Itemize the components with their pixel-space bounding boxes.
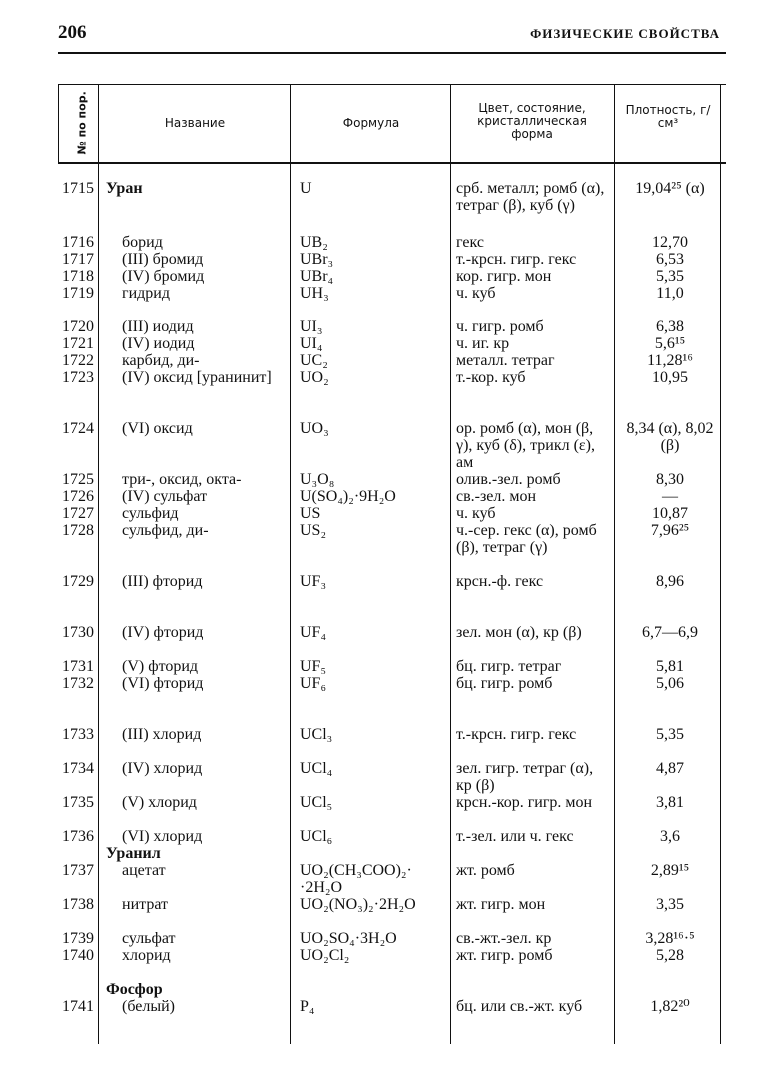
row-number: 1739	[62, 930, 94, 947]
row-density: 5,81	[656, 658, 684, 675]
row-name: (IV) иодид	[122, 335, 195, 352]
row-formula: UI₃	[300, 318, 323, 335]
row-density: 3,35	[656, 896, 684, 913]
row-density: 10,87	[652, 505, 688, 522]
row-number: 1717	[62, 251, 94, 268]
row-name: (IV) оксид [уранинит]	[122, 369, 272, 386]
header-number	[60, 91, 100, 156]
row-density: 19,04²⁵ (α)	[635, 180, 705, 197]
row-formula: UO₂Cl₂	[300, 947, 350, 964]
row-name: ацетат	[122, 862, 166, 879]
row-density: 8,30	[656, 471, 684, 488]
row-description: ч.-сер. гекс (α), ромб (β), тетраг (γ)	[456, 522, 597, 556]
row-description: ор. ромб (α), мон (β, γ), куб (δ), трикл (ε), ам	[456, 420, 595, 471]
row-description: зел. гигр. тетраг (α), кр (β)	[456, 760, 594, 794]
row-density: 5,6¹⁵	[654, 335, 686, 352]
row-number: 1737	[62, 862, 94, 879]
row-number: 1728	[62, 522, 94, 539]
row-name: (VI) оксид	[122, 420, 193, 437]
row-name: (VI) фторид	[122, 675, 204, 692]
row-formula: U(SO₄)₂·9H₂O	[300, 488, 396, 505]
row-density: 3,81	[656, 794, 684, 811]
row-name: (III) бромид	[122, 251, 204, 268]
row-name: карбид, ди-	[122, 352, 200, 369]
row-name: гидрид	[122, 285, 170, 302]
row-name: Уранил	[106, 845, 161, 862]
header-formula: Формула	[342, 116, 400, 130]
row-formula: US	[300, 505, 321, 522]
row-formula: UO₂	[300, 369, 329, 386]
row-formula: ·2H₂O	[300, 879, 343, 896]
row-formula: UCl₄	[300, 760, 333, 777]
row-description: жт. ромб	[456, 862, 515, 879]
row-formula: UB₂	[300, 234, 328, 251]
row-density: 5,28	[656, 947, 684, 964]
row-number: 1735	[62, 794, 94, 811]
row-name: сульфид	[122, 505, 179, 522]
row-number: 1731	[62, 658, 94, 675]
row-number: 1725	[62, 471, 94, 488]
row-formula: UCl₅	[300, 794, 333, 811]
row-description: крсн.-ф. гекс	[456, 573, 544, 590]
column-line-5	[720, 84, 721, 1044]
row-number: 1716	[62, 234, 94, 251]
row-density: 12,70	[652, 234, 688, 251]
row-description: олив.-зел. ромб	[456, 471, 561, 488]
row-density: 8,96	[656, 573, 684, 590]
row-formula: UF₆	[300, 675, 327, 692]
row-density: 10,95	[652, 369, 688, 386]
row-formula: UCl₆	[300, 828, 333, 845]
header-name: Название	[164, 116, 226, 130]
row-density: 8,34 (α), 8,02 (β)	[626, 420, 714, 454]
row-number: 1720	[62, 318, 94, 335]
row-formula: UCl₃	[300, 726, 333, 743]
row-description: ч. куб	[456, 505, 496, 522]
row-number: 1738	[62, 896, 94, 913]
row-name: (IV) хлорид	[122, 760, 203, 777]
row-description: гекс	[456, 234, 484, 251]
row-formula: U₃O₈	[300, 471, 335, 488]
row-name: (III) хлорид	[122, 726, 202, 743]
row-description: ч. гигр. ромб	[456, 318, 544, 335]
row-number: 1741	[62, 998, 94, 1015]
row-formula: UBr₄	[300, 268, 334, 285]
row-name: борид	[122, 234, 163, 251]
row-density: 11,0	[656, 285, 684, 302]
column-line-4	[614, 84, 615, 1044]
row-name: (III) иодид	[122, 318, 194, 335]
row-name: (V) фторид	[122, 658, 199, 675]
row-description: св.-зел. мон	[456, 488, 537, 505]
row-description: зел. мон (α), кр (β)	[456, 624, 582, 641]
row-number: 1729	[62, 573, 94, 590]
row-formula: UC₂	[300, 352, 328, 369]
row-number: 1715	[62, 180, 94, 197]
row-number: 1734	[62, 760, 94, 777]
row-description: бц. или св.-жт. куб	[456, 998, 583, 1015]
row-description: бц. гигр. тетраг	[456, 658, 562, 675]
row-density: 7,96²⁵	[650, 522, 690, 539]
row-density: 6,53	[656, 251, 684, 268]
row-description: св.-жт.-зел. кр	[456, 930, 552, 947]
row-number: 1721	[62, 335, 94, 352]
row-formula: UO₂SO₄·3H₂O	[300, 930, 397, 947]
row-description: бц. гигр. ромб	[456, 675, 553, 692]
column-line-3	[450, 84, 451, 1044]
row-name: (IV) фторид	[122, 624, 204, 641]
header-rule	[58, 84, 726, 85]
running-title: ФИЗИЧЕСКИЕ СВОЙСТВА	[530, 26, 720, 41]
row-description: т.-зел. или ч. гекс	[456, 828, 574, 845]
row-description: т.-крсн. гигр. гекс	[456, 251, 577, 268]
header-description: Цвет, состояние, кристаллическая форма	[477, 101, 587, 141]
row-density: —	[662, 488, 678, 505]
top-rule	[58, 52, 726, 54]
row-density: 6,7—6,9	[642, 624, 698, 641]
row-description: срб. металл; ромб (α), тетраг (β), куб (γ)	[456, 180, 605, 214]
row-name: сульфид, ди-	[122, 522, 209, 539]
row-number: 1733	[62, 726, 94, 743]
row-formula: UBr₃	[300, 251, 334, 268]
row-description: ч. куб	[456, 285, 496, 302]
column-line-2	[290, 84, 291, 1044]
row-description: жт. гигр. ромб	[456, 947, 553, 964]
row-density: 4,87	[656, 760, 684, 777]
row-name: Фосфор	[106, 981, 163, 998]
row-description: металл. тетраг	[456, 352, 555, 369]
row-description: жт. гигр. мон	[456, 896, 546, 913]
row-number: 1727	[62, 505, 94, 522]
row-number: 1730	[62, 624, 94, 641]
row-formula: US₂	[300, 522, 327, 539]
row-formula: UF₅	[300, 658, 327, 675]
row-name: (белый)	[122, 998, 175, 1015]
row-formula: UF₄	[300, 624, 327, 641]
header-density: Плотность, г/см³	[625, 103, 711, 130]
column-line-left	[58, 84, 59, 162]
row-name: хлорид	[122, 947, 171, 964]
row-formula: UO₃	[300, 420, 329, 437]
row-name: (IV) бромид	[122, 268, 205, 285]
column-line-1	[98, 84, 99, 1044]
row-formula: UH₃	[300, 285, 329, 302]
page-number: 206	[58, 22, 87, 43]
row-density: 11,28¹⁶	[647, 352, 693, 369]
row-formula: UO₂(CH₃COO)₂·	[300, 862, 412, 879]
row-density: 5,06	[656, 675, 684, 692]
row-name: Уран	[106, 180, 143, 197]
row-number: 1718	[62, 268, 94, 285]
row-number: 1726	[62, 488, 94, 505]
row-number: 1736	[62, 828, 94, 845]
row-name: сульфат	[122, 930, 176, 947]
row-formula: UF₃	[300, 573, 327, 590]
row-description: ч. иг. кр	[456, 335, 510, 352]
row-density: 3,6	[660, 828, 680, 845]
row-formula: P₄	[300, 998, 315, 1015]
row-description: т.-крсн. гигр. гекс	[456, 726, 577, 743]
row-name: (III) фторид	[122, 573, 203, 590]
row-density: 6,38	[656, 318, 684, 335]
row-density: 3,28¹⁶·⁵	[645, 930, 695, 947]
row-density: 2,89¹⁵	[650, 862, 690, 879]
row-density: 1,82²⁰	[650, 998, 690, 1015]
row-number: 1722	[62, 352, 94, 369]
row-formula: UO₂(NO₃)₂·2H₂O	[300, 896, 416, 913]
row-description: кор. гигр. мон	[456, 268, 552, 285]
row-name: нитрат	[122, 896, 168, 913]
header-number-label: № по пор.	[75, 91, 89, 155]
row-name: (IV) сульфат	[122, 488, 208, 505]
row-density: 5,35	[656, 726, 684, 743]
row-number: 1740	[62, 947, 94, 964]
header-separator	[58, 162, 726, 164]
row-name: (V) хлорид	[122, 794, 197, 811]
row-number: 1732	[62, 675, 94, 692]
row-formula: UI₄	[300, 335, 323, 352]
row-number: 1719	[62, 285, 94, 302]
row-density: 5,35	[656, 268, 684, 285]
row-number: 1723	[62, 369, 94, 386]
row-description: т.-кор. куб	[456, 369, 526, 386]
row-number: 1724	[62, 420, 94, 437]
row-description: крсн.-кор. гигр. мон	[456, 794, 593, 811]
row-formula: U	[300, 180, 312, 197]
row-name: (VI) хлорид	[122, 828, 203, 845]
row-name: три-, оксид, окта-	[122, 471, 242, 488]
